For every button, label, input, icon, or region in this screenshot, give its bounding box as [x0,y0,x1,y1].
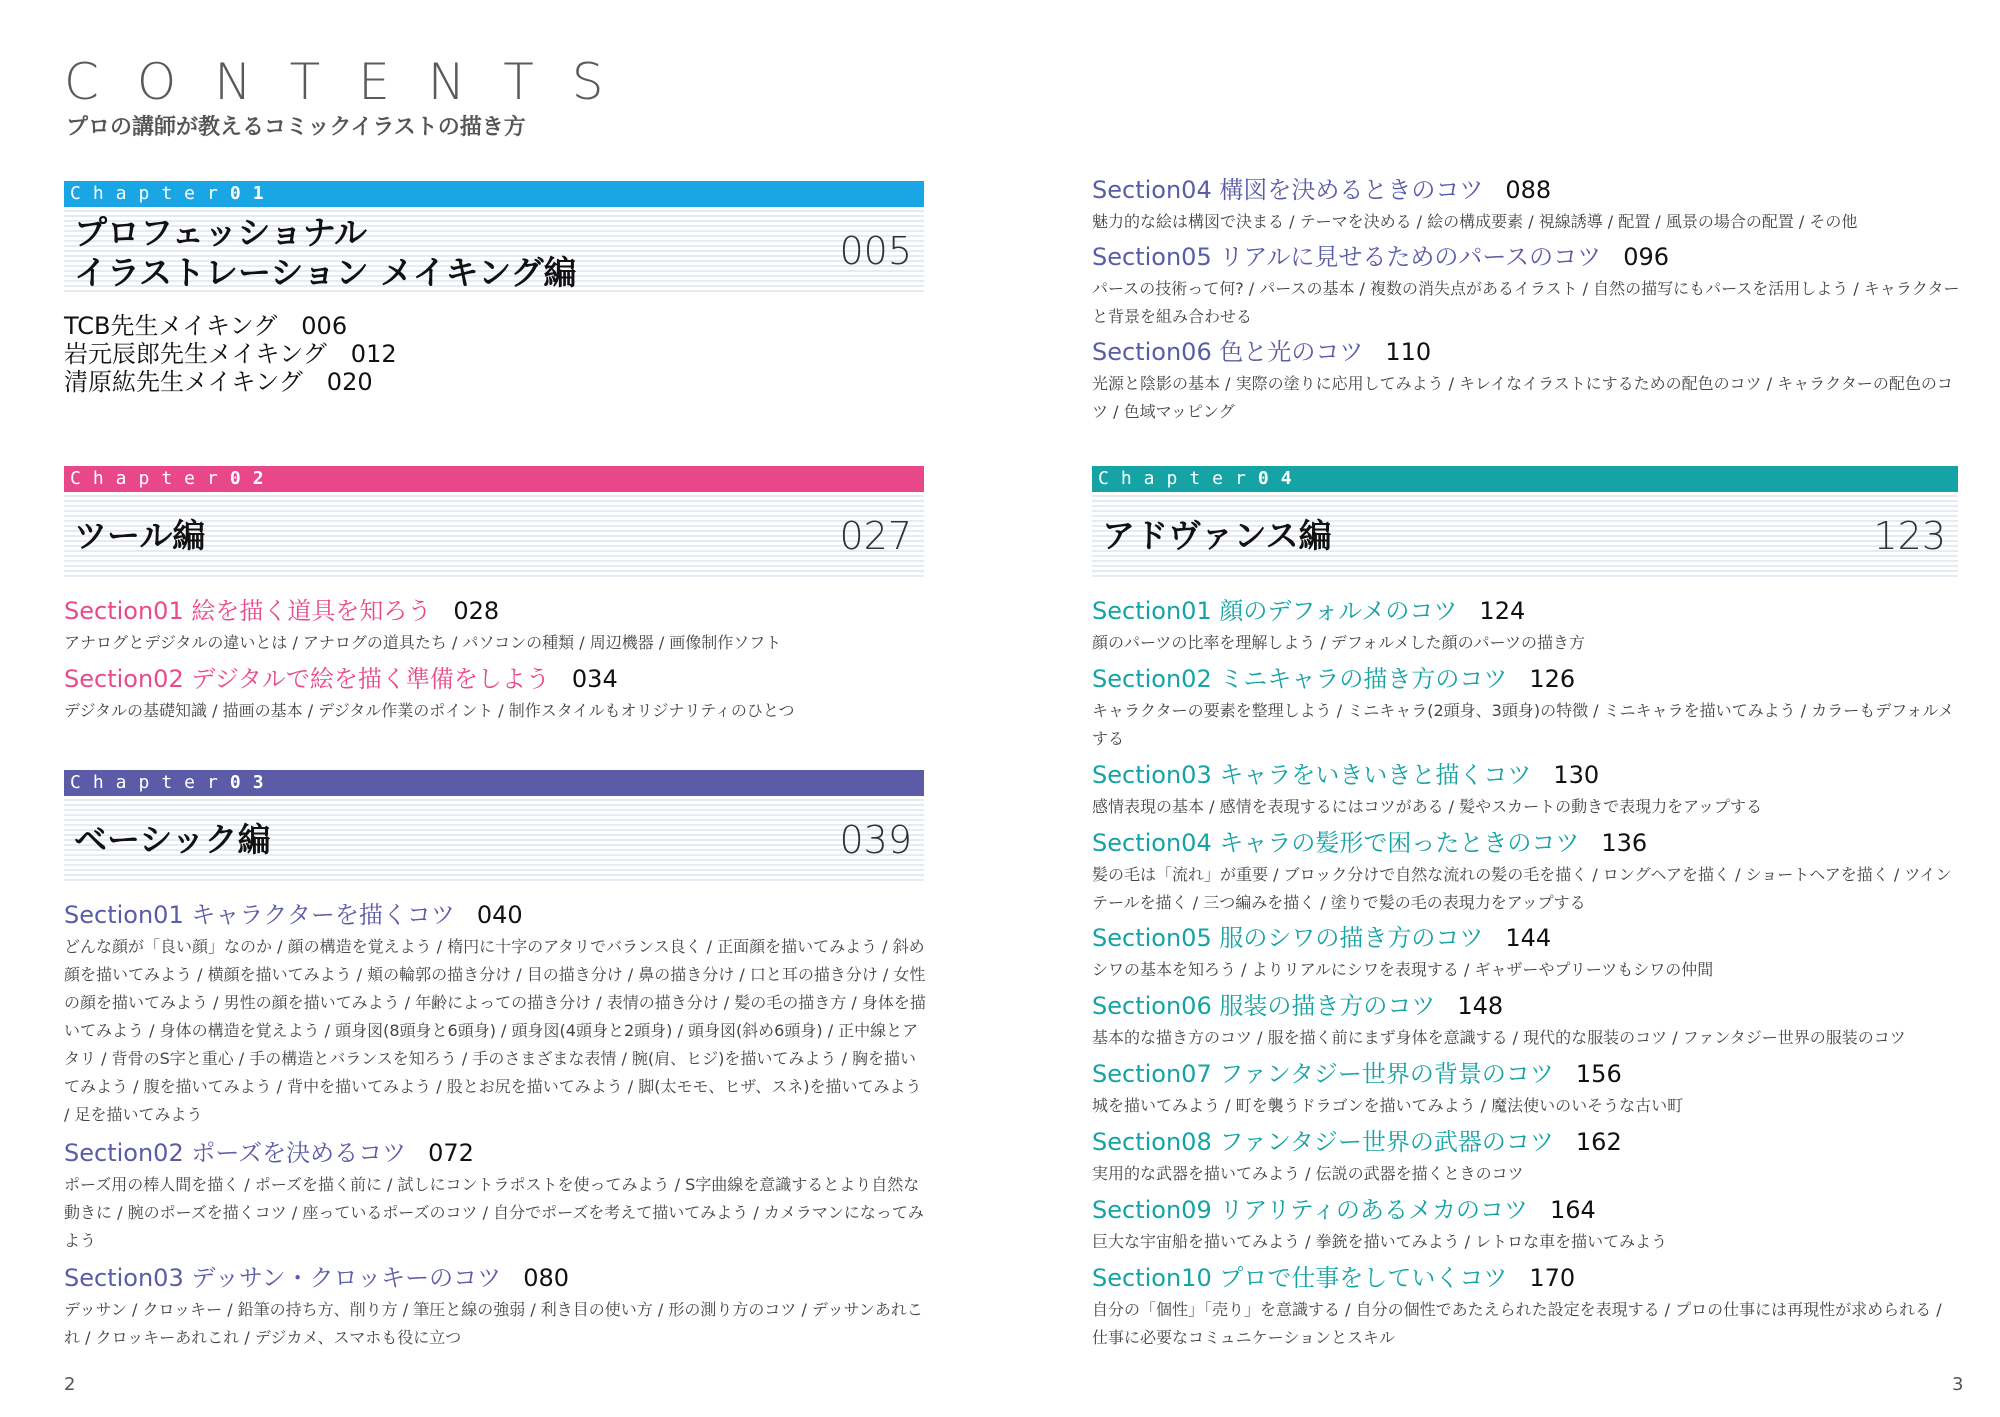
section-item [1092,922,1962,984]
making-item: 岩元辰郎先生メイキング 012 [64,340,397,368]
page-title: CONTENTS [64,53,642,111]
chapter-title: ツール編 [74,516,206,555]
section-item [1092,241,1962,331]
chapter-04 [1092,466,1958,580]
section-desc: 城を描いてみよう / 町を襲うドラゴンを描いてみよう / 魔法使いのいそうな古い町 [1092,1096,1684,1115]
chapter-page: 123 [1873,514,1946,558]
section-item [1092,336,1962,426]
chapter-page: 027 [839,514,912,558]
section-item [1092,1262,1962,1352]
section-title: Section08 ファンタジー世界の武器のコツ [1092,1128,1554,1156]
section-title: Section01 絵を描く道具を知ろう [64,597,432,625]
chapter-number: 04 [1257,468,1304,489]
section-desc: ポーズ用の棒人間を描く / ポーズを描く前に / 試しにコントラポストを使ってみよう / S字曲線を意識するとより自然な動きに / 腕のポーズを描くコツ / 座っているポーズのコツ / 自分でポーズを考えて描いてみよう / カメラマンになってみよう [64,1175,924,1250]
chapter-02-bar [64,466,924,492]
chapter-label: Chapter [70,183,230,204]
section-page: 034 [571,665,618,693]
section-page: 162 [1575,1128,1622,1156]
section-item [64,1262,926,1352]
section-title: Section02 ポーズを決めるコツ [64,1139,407,1167]
section-title: Section06 服装の描き方のコツ [1092,992,1436,1020]
section-item [1092,759,1962,821]
section-title: Section03 デッサン・クロッキーのコツ [64,1264,502,1292]
section-title: Section05 リアルに見せるためのパースのコツ [1092,243,1602,271]
section-item [1092,1126,1962,1188]
chapter-label: Chapter [1098,468,1258,489]
section-title: Section02 ミニキャラの描き方のコツ [1092,665,1508,693]
section-item [1092,1058,1962,1120]
section-title: Section07 ファンタジー世界の背景のコツ [1092,1060,1554,1088]
chapter-label: Chapter [70,468,230,489]
section-desc: シワの基本を知ろう / よりリアルにシワを表現する / ギャザーやプリーツもシワの仲間 [1092,960,1714,979]
chapter-page: 039 [839,818,912,862]
section-item [1092,827,1962,917]
section-page: 136 [1601,829,1648,857]
chapter-number: 01 [229,183,276,204]
section-title: Section05 服のシワの描き方のコツ [1092,924,1484,952]
chapter-03-header [64,796,924,884]
section-item [1092,174,1962,236]
section-page: 110 [1385,338,1432,366]
chapter-04-bar [1092,466,1958,492]
section-desc: 魅力的な絵は構図で決まる / テーマを決める / 絵の構成要素 / 視線誘導 / 配置 / 風景の場合の配置 / その他 [1092,212,1858,231]
section-desc: 自分の「個性」「売り」を意識する / 自分の個性であたえられた設定を表現する / プロの仕事には再現性が求められる / 仕事に必要なコミュニケーションとスキル [1092,1300,1942,1347]
section-page: 072 [428,1139,474,1167]
section-title: Section04 構図を決めるときのコツ [1092,176,1484,204]
section-item [1092,663,1962,753]
section-title: Section10 プロで仕事をしていくコツ [1092,1264,1508,1292]
chapter-02 [64,466,924,580]
section-item [64,1137,926,1255]
section-page: 164 [1549,1196,1596,1224]
chapter-page: 005 [839,229,912,273]
section-title: Section04 キャラの髪形で困ったときのコツ [1092,829,1580,857]
section-title: Section02 デジタルで絵を描く準備をしよう [64,665,550,693]
section-desc: 基本的な描き方のコツ / 服を描く前にまず身体を意識する / 現代的な服装のコツ / ファンタジー世界の服装のコツ [1092,1028,1906,1047]
chapter-number: 03 [229,772,276,793]
chapter-title: アドヴァンス編 [1102,516,1332,555]
chapter-03 [64,770,924,884]
making-item: 清原紘先生メイキング 020 [64,368,373,396]
chapter-title: プロフェッショナル イラストレーション メイキング編 [74,213,577,292]
chapter-label: Chapter [70,772,230,793]
section-page: 028 [453,597,500,625]
chapter-01-header [64,207,924,295]
chapter-title: ベーシック編 [74,820,271,859]
section-page: 130 [1553,761,1600,789]
section-desc: どんな顔が「良い顔」なのか / 顔の構造を覚えよう / 楕円に十字のアタリでバランス良く / 正面顔を描いてみよう / 斜め顔を描いてみよう / 横顔を描いてみよう / 頬の輪郭の描き分け / 目の描き分け / 鼻の描き分け / 口と耳の描き分け / 女性の顔を描いてみよう / 男性の顔を描いてみよう / 年齢によっての描き分け / 表情の描き分け / 髪の毛の描き方 / 身体を描いてみよう / 身体の構造を覚えよう / 頭身図(8頭身と6頭身) / 頭身図(4頭身と2頭身) / 頭身図(斜め6頭身) / 正中線とアタリ / 背骨のS字と重心 / 手の構造とバランスを知ろう / 手のさまざまな表情 / 腕(肩、ヒジ)を描いてみよう / 胸を描いてみよう / 腹を描いてみよう / 背中を描いてみよう / 股とお尻を描いてみよう / 脚(太モモ、ヒザ、スネ)を描いてみよう / 足を描いてみよう [64,937,926,1124]
section-item [64,595,924,657]
section-title: Section09 リアリティのあるメカのコツ [1092,1196,1528,1224]
section-desc: 巨大な宇宙船を描いてみよう / 拳銃を描いてみよう / レトロな車を描いてみよう [1092,1232,1668,1251]
chapter-01-bar [64,181,924,207]
section-desc: デジタルの基礎知識 / 描画の基本 / デジタル作業のポイント / 制作スタイルもオリジナリティのひとつ [64,701,795,720]
section-desc: デッサン / クロッキー / 鉛筆の持ち方、削り方 / 筆圧と線の強弱 / 利き目の使い方 / 形の測り方のコツ / デッサンあれこれ / クロッキーあれこれ / デジカメ、スマホも役に立つ [64,1300,923,1347]
page-subtitle: プロの講師が教えるコミックイラストの描き方 [66,115,526,140]
section-page: 126 [1529,665,1576,693]
page-number-right: 3 [1952,1374,1964,1395]
section-title: Section03 キャラをいきいきと描くコツ [1092,761,1532,789]
chapter-number: 02 [229,468,276,489]
section-page: 144 [1505,924,1552,952]
making-list [64,312,397,396]
section-page: 096 [1623,243,1669,271]
section-desc: 実用的な武器を描いてみよう / 伝説の武器を描くときのコツ [1092,1164,1524,1183]
section-page: 088 [1505,176,1552,204]
section-page: 040 [476,901,523,929]
section-item [1092,595,1962,657]
chapter-02-header [64,492,924,580]
section-desc: パースの技術って何? / パースの基本 / 複数の消失点があるイラスト / 自然の描写にもパースを活用しよう / キャラクターと背景を組み合わせる [1092,279,1960,326]
section-item [64,663,924,725]
section-page: 170 [1529,1264,1576,1292]
section-page: 124 [1479,597,1526,625]
chapter-04-header [1092,492,1958,580]
section-desc: アナログとデジタルの違いとは / アナログの道具たち / パソコンの種類 / 周辺機器 / 画像制作ソフト [64,633,782,652]
section-item [1092,1194,1962,1256]
section-page: 148 [1457,992,1504,1020]
section-page: 156 [1575,1060,1622,1088]
section-desc: 髪の毛は「流れ」が重要 / ブロック分けで自然な流れの髪の毛を描く / ロングヘアを描く / ショートヘアを描く / ツインテールを描く / 三つ編みを描く / 塗りで髪の毛の表現力をアップする [1092,865,1952,912]
chapter-01 [64,181,924,295]
section-desc: 顔のパーツの比率を理解しよう / デフォルメした顔のパーツの描き方 [1092,633,1586,652]
section-item [64,899,926,1129]
page-number-left: 2 [64,1374,76,1395]
section-page: 080 [523,1264,569,1292]
section-title: Section06 色と光のコツ [1092,338,1364,366]
section-desc: 感情表現の基本 / 感情を表現するにはコツがある / 髪やスカートの動きで表現力をアップする [1092,797,1763,816]
section-desc: 光源と陰影の基本 / 実際の塗りに応用してみよう / キレイなイラストにするための配色のコツ / キャラクターの配色のコツ / 色域マッピング [1092,374,1953,421]
making-item: TCB先生メイキング 006 [64,312,348,340]
section-item [1092,990,1962,1052]
section-title: Section01 キャラクターを描くコツ [64,901,455,929]
section-desc: キャラクターの要素を整理しよう / ミニキャラ(2頭身、3頭身)の特徴 / ミニキャラを描いてみよう / カラーもデフォルメする [1092,701,1954,748]
section-title: Section01 顔のデフォルメのコツ [1092,597,1458,625]
chapter-03-bar [64,770,924,796]
